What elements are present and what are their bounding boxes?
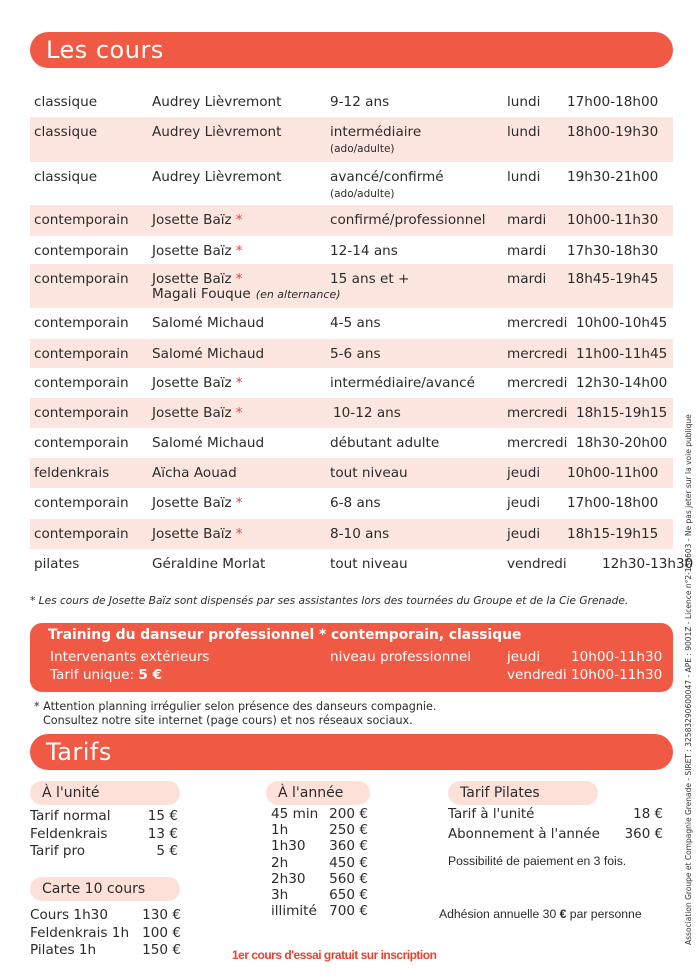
course-teacher-cell <box>152 526 242 542</box>
course-level: tout niveau <box>330 465 408 481</box>
course-level: 9-12 ans <box>330 94 390 110</box>
course-teacher-cell <box>152 243 242 259</box>
tarif-item-name: 1h30 <box>271 838 306 855</box>
course-time: 18h30-20h00 <box>576 435 668 451</box>
course-day: vendredi <box>507 556 567 572</box>
course-time: 18h45-19h45 <box>567 271 659 287</box>
course-teacher-2-note: (en alternance) <box>255 288 341 301</box>
course-time: 10h00-11h00 <box>567 465 659 481</box>
course-time: 19h30-21h00 <box>567 169 659 185</box>
tarif-item-price: 650 € <box>329 886 368 903</box>
pilates-unite-name: Tarif à l'unité <box>448 807 535 822</box>
course-day: mardi <box>507 243 547 259</box>
course-row <box>30 368 673 398</box>
tarif-item <box>271 887 368 903</box>
course-style: contemporain <box>34 435 129 451</box>
tarif-item <box>271 855 368 871</box>
section-banner-tarifs <box>30 734 673 770</box>
course-level: intermédiaire <box>330 124 422 140</box>
tarif-item-name: 2h30 <box>271 870 306 887</box>
course-teacher: Josette Baïz <box>152 375 232 391</box>
course-style: contemporain <box>34 346 129 362</box>
course-row <box>30 398 673 428</box>
adhesion-text: Adhésion annuelle 30 <box>439 907 560 921</box>
course-time: 12h30-13h30 <box>602 556 694 572</box>
tarif-item <box>271 838 368 854</box>
footnote: * Les cours de Josette Baïz sont dispensés par ses assistantes lors des tournées du Groupe et de la Cie Grenade. <box>30 595 629 607</box>
course-row <box>30 308 673 339</box>
course-row <box>30 549 694 579</box>
course-row <box>30 162 673 205</box>
course-teacher: Josette Baïz <box>152 243 232 259</box>
course-teacher: Audrey Lièvremont <box>152 94 282 110</box>
course-style: classique <box>34 169 98 185</box>
course-day: lundi <box>507 169 541 185</box>
tarif-item <box>271 806 368 822</box>
section-title: Les cours <box>46 36 164 64</box>
training-niveau: niveau professionnel <box>330 649 472 665</box>
course-level: débutant adulte <box>330 435 440 451</box>
course-style: pilates <box>34 556 80 572</box>
adhesion <box>439 907 642 921</box>
legal-mention: Association Groupe et Compagnie Grenade - SIRET : 32583290600047 - APE : 9001Z - Licence n°2-138603 - Ne pas jeter sur la voie publique <box>684 414 693 945</box>
course-level: tout niveau <box>330 556 408 572</box>
course-level: 15 ans et + <box>330 271 410 287</box>
course-row <box>30 205 673 236</box>
tarif-item <box>271 822 368 838</box>
course-row <box>30 236 673 264</box>
tarif-unite-list <box>30 808 178 861</box>
course-row <box>30 428 673 458</box>
tarif-item-price: 5 € <box>156 843 178 859</box>
tarif-pilates-block <box>439 807 663 921</box>
adhesion-suffix: par personne <box>566 907 642 921</box>
course-style: contemporain <box>34 315 129 331</box>
pilates-paiement: Possibilité de paiement en 3 fois. <box>448 854 627 868</box>
course-level: 5-6 ans <box>330 346 381 362</box>
tarif-carte-label: Carte 10 cours <box>30 877 180 901</box>
tarif-item-name: 1h <box>271 822 289 839</box>
training-intervenants: Intervenants extérieurs <box>50 649 210 665</box>
course-teacher: Audrey Lièvremont <box>152 124 282 140</box>
training-tarif-value: 5 € <box>138 667 163 683</box>
course-day: mercredi <box>507 435 568 451</box>
course-level: 8-10 ans <box>330 526 390 542</box>
course-day: mardi <box>507 271 547 287</box>
tarif-item-price: 200 € <box>329 806 368 822</box>
tarif-item-name: 45 min <box>271 806 319 822</box>
course-style: contemporain <box>34 405 129 421</box>
assistant-star: * <box>235 405 243 421</box>
tarif-item <box>30 907 181 925</box>
tarif-item-name: Tarif normal <box>30 808 111 824</box>
tarif-item <box>30 925 181 943</box>
tarif-item-price: 13 € <box>147 825 178 842</box>
tarif-item <box>30 942 181 960</box>
course-level: 4-5 ans <box>330 315 381 331</box>
course-row <box>30 339 673 368</box>
course-style: feldenkrais <box>34 465 110 481</box>
course-style: contemporain <box>34 526 129 542</box>
training-tarif-label: Tarif unique: <box>50 667 139 683</box>
tarif-item-price: 100 € <box>142 924 181 941</box>
course-level: confirmé/professionnel <box>330 212 486 228</box>
planning-note <box>34 700 436 728</box>
course-teacher: Salomé Michaud <box>152 315 265 331</box>
section-title: Tarifs <box>46 738 112 766</box>
course-day: jeudi <box>507 465 541 481</box>
training-jour-2: vendredi <box>507 667 567 683</box>
course-day: mardi <box>507 212 547 228</box>
course-day: mercredi <box>507 375 568 391</box>
tarif-item-name: Feldenkrais <box>30 825 108 842</box>
tarif-item-price: 130 € <box>142 907 181 923</box>
course-teacher-cell <box>152 271 242 287</box>
course-level-note: (ado/adulte) <box>330 143 395 155</box>
course-time: 17h00-18h00 <box>567 495 659 511</box>
tarif-annee-label: À l'année <box>266 781 370 805</box>
course-row <box>30 488 673 519</box>
course-teacher-cell <box>152 375 242 391</box>
tarif-item <box>30 826 178 844</box>
course-teacher-2: Magali Fouque <box>152 286 251 302</box>
tarif-item-price: 560 € <box>329 870 368 887</box>
course-day: lundi <box>507 94 541 110</box>
assistant-star: * <box>235 243 243 259</box>
course-teacher: Salomé Michaud <box>152 435 265 451</box>
course-time: 17h00-18h00 <box>567 94 659 110</box>
training-jour-1: jeudi <box>507 649 541 665</box>
pilates-unite-price: 18 € <box>633 807 663 822</box>
note-line-1: * Attention planning irrégulier selon présence des danseurs compagnie. <box>34 700 437 713</box>
course-level: intermédiaire/avancé <box>330 375 475 391</box>
tarif-item-name: Feldenkrais 1h <box>30 924 130 941</box>
course-teacher: Josette Baïz <box>152 526 232 542</box>
course-time: 12h30-14h00 <box>576 375 668 391</box>
course-row <box>30 458 673 488</box>
pilates-annee-price: 360 € <box>624 827 663 842</box>
tarif-item-name: 3h <box>271 886 289 903</box>
course-level: avancé/confirmé <box>330 169 444 185</box>
course-teacher-cell <box>152 405 242 421</box>
course-level: 10-12 ans <box>333 405 401 421</box>
course-day: jeudi <box>507 495 541 511</box>
pilates-annee-name: Abonnement à l'année <box>448 827 600 842</box>
essai-gratuit: 1er cours d'essai gratuit sur inscription <box>232 948 437 962</box>
tarif-unite-label: À l'unité <box>30 781 180 805</box>
assistant-star: * <box>235 375 243 391</box>
adhesion-euro: € <box>559 907 567 921</box>
course-teacher-cell <box>152 495 242 511</box>
assistant-star: * <box>235 271 243 287</box>
course-row <box>30 519 673 549</box>
training-heure-1: 10h00-11h30 <box>571 649 663 665</box>
course-style: contemporain <box>34 271 129 287</box>
course-level-note: (ado/adulte) <box>330 188 395 200</box>
course-day: lundi <box>507 124 541 140</box>
tarif-item <box>271 903 368 919</box>
course-row <box>30 117 673 162</box>
tarif-item-price: 700 € <box>329 903 368 920</box>
course-style: contemporain <box>34 212 129 228</box>
assistant-star: * <box>235 212 243 228</box>
course-teacher: Josette Baïz <box>152 405 232 421</box>
course-time: 18h15-19h15 <box>576 405 668 421</box>
course-row <box>30 264 673 308</box>
tarif-item-name: illimité <box>271 903 317 920</box>
course-time: 17h30-18h30 <box>567 243 659 259</box>
course-time: 10h00-10h45 <box>576 315 668 331</box>
tarif-item <box>271 871 368 887</box>
assistant-star: * <box>235 495 243 511</box>
assistant-star: * <box>235 526 243 542</box>
course-time: 10h00-11h30 <box>567 212 659 228</box>
course-time: 11h00-11h45 <box>576 346 668 362</box>
course-time: 18h15-19h15 <box>567 526 659 542</box>
training-box <box>30 623 673 692</box>
course-time: 18h00-19h30 <box>567 124 659 140</box>
tarif-pilates-label: Tarif Pilates <box>448 781 598 805</box>
course-teacher: Salomé Michaud <box>152 346 265 362</box>
course-teacher: Aïcha Aouad <box>152 465 237 481</box>
course-row <box>30 87 673 117</box>
course-level: 12-14 ans <box>330 243 398 259</box>
tarif-item-name: Cours 1h30 <box>30 907 108 923</box>
training-heure-2: 10h00-11h30 <box>571 667 663 683</box>
tarif-item-name: Pilates 1h <box>30 942 97 958</box>
tarif-item-price: 250 € <box>329 822 368 839</box>
training-title: Training du danseur professionnel * contemporain, classique <box>48 627 522 643</box>
tarif-item-price: 450 € <box>329 854 368 871</box>
tarif-carte-list <box>30 907 181 960</box>
section-banner-cours <box>30 32 673 68</box>
tarif-item-name: 2h <box>271 854 289 871</box>
course-style: classique <box>34 94 98 110</box>
course-teacher: Géraldine Morlat <box>152 556 266 572</box>
tarif-item-price: 15 € <box>147 808 178 824</box>
course-teacher-cell <box>152 212 242 228</box>
tarif-item <box>30 808 178 826</box>
tarif-annee-list <box>271 806 368 919</box>
training-tarif <box>50 667 162 683</box>
tarif-item-price: 360 € <box>329 838 368 855</box>
tarif-item-price: 150 € <box>142 942 181 958</box>
course-level: 6-8 ans <box>330 495 381 511</box>
course-day: mercredi <box>507 315 568 331</box>
course-day: mercredi <box>507 346 568 362</box>
tarif-item <box>30 843 178 861</box>
course-teacher: Josette Baïz <box>152 495 232 511</box>
course-style: contemporain <box>34 495 129 511</box>
course-teacher: Josette Baïz <box>152 212 232 228</box>
course-day: jeudi <box>507 526 541 542</box>
course-day: mercredi <box>507 405 568 421</box>
note-line-2: Consultez notre site internet (page cours) et nos réseaux sociaux. <box>43 714 413 727</box>
course-teacher-2-cell <box>152 286 341 302</box>
course-teacher: Josette Baïz <box>152 271 232 287</box>
course-style: contemporain <box>34 375 129 391</box>
course-teacher: Audrey Lièvremont <box>152 169 282 185</box>
tarif-item-name: Tarif pro <box>30 843 86 859</box>
courses-table <box>30 87 694 579</box>
course-style: classique <box>34 124 98 140</box>
course-style: contemporain <box>34 243 129 259</box>
